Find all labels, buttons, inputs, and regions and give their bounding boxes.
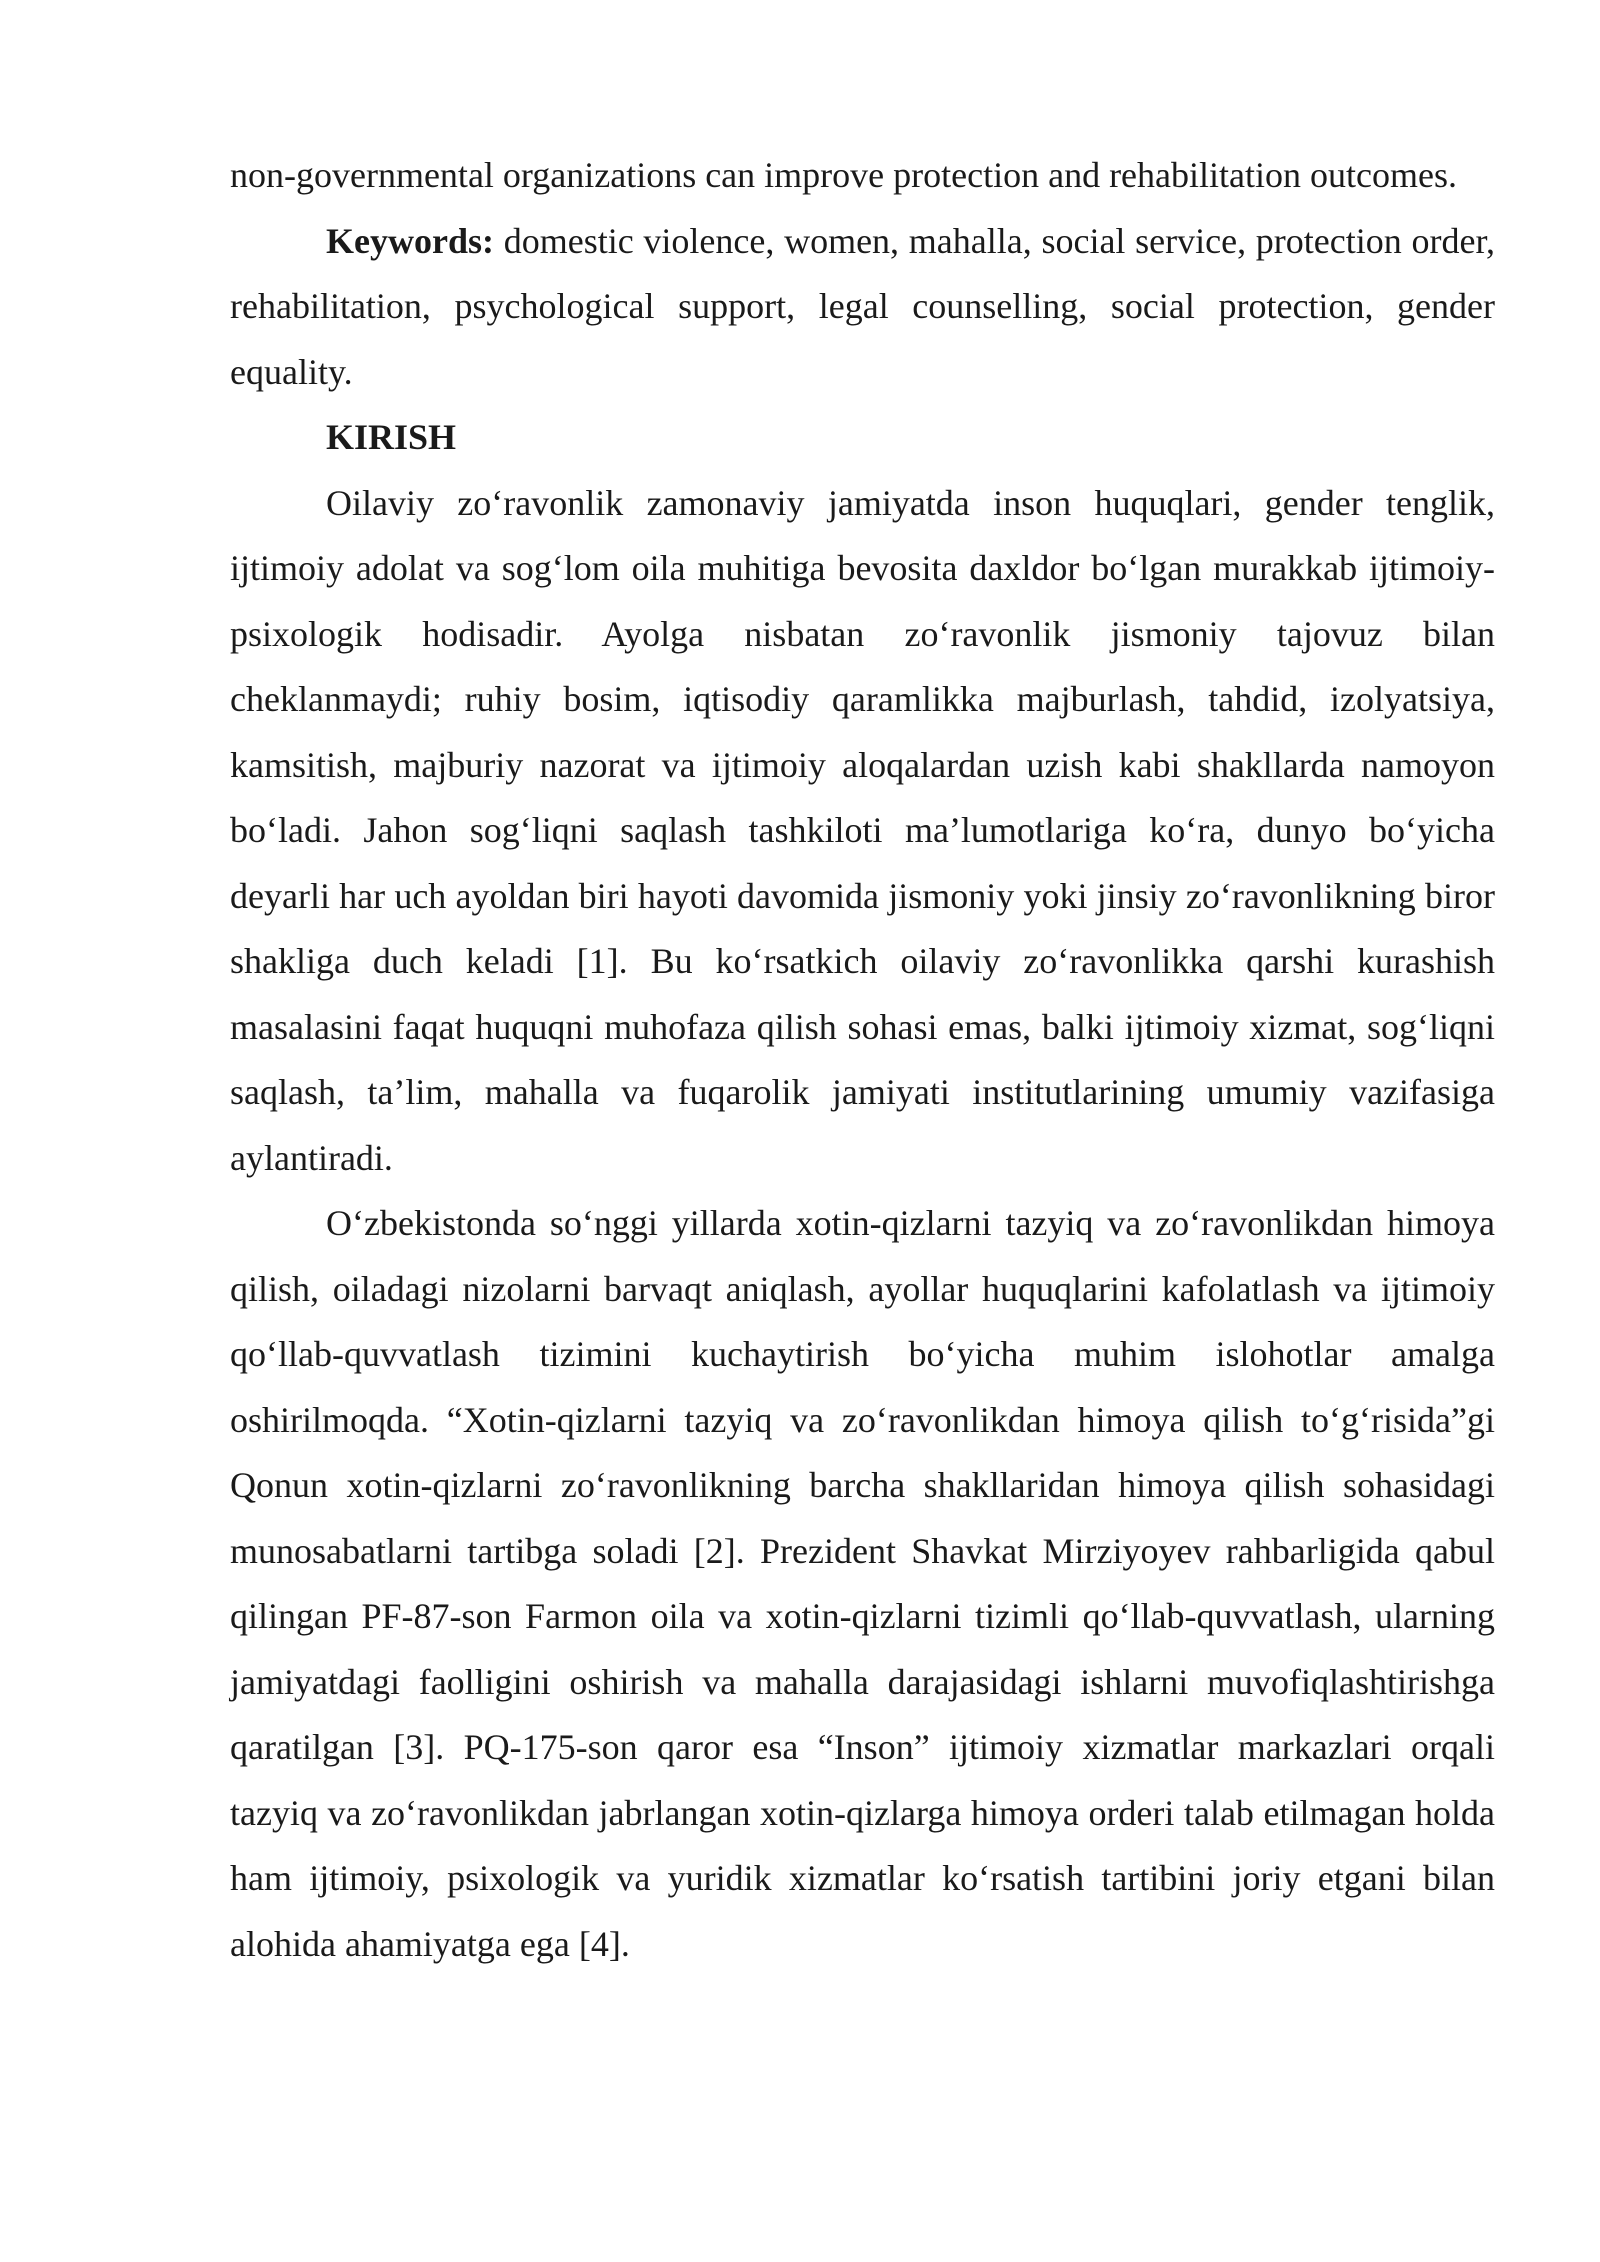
body-paragraph: O‘zbekistonda so‘nggi yillarda xotin-qizlarni tazyiq va zo‘ravonlikdan himoya qilish, oiladagi nizolarni barvaqt aniqlash, ayollar huquqlarini kafolatlash va ijtimoiy qo‘llab-quvvatlash tizimini kuchaytirish bo‘yicha muhim islohotlar amalga oshirilmoqda. “Xotin-qizlarni tazyiq va zo‘ravonlikdan himoya qilish to‘g‘risida”gi Qonun xotin-qizlarni zo‘ravonlikning barcha shakllaridan himoya qilish sohasidagi munosabatlarni tartibga soladi [2]. Prezident Shavkat Mirziyoyev rahbarligida qabul qilingan PF-87-son Farmon oila va xotin-qizlarni tizimli qo‘llab-quvvatlash, ularning jamiyatdagi faolligini oshirish va mahalla darajasidagi ishlarni muvofiqlashtirishga qaratilgan [3]. PQ-175-son qaror esa “Inson” ijtimoiy xizmatlar markazlari orqali tazyiq va zo‘ravonlikdan jabrlangan xotin-qizlarga himoya orderi talab etilmagan holda ham ijtimoiy, psixologik va yuridik xizmatlar ko‘rsatish tartibini joriy etgani bilan alohida ahamiyatga ega [4].	[230, 1203, 1495, 1964]
keywords-paragraph	[230, 209, 1495, 406]
keywords-text: domestic violence, women, mahalla, social service, protection order, rehabilitation, psychological support, legal counselling, social protection, gender equality.	[230, 220, 1495, 392]
section-heading: KIRISH	[326, 417, 457, 457]
document-page	[230, 143, 1495, 1977]
keywords-label: Keywords:	[326, 220, 494, 261]
body-paragraph: Oilaviy zo‘ravonlik zamonaviy jamiyatda inson huquqlari, gender tenglik, ijtimoiy adolat va sog‘lom oila muhitiga bevosita daxldor bo‘lgan murakkab ijtimoiy-psixologik hodisadir. Ayolga nisbatan zo‘ravonlik jismoniy tajovuz bilan cheklanmaydi; ruhiy bosim, iqtisodiy qaramlikka majburlash, tahdid, izolyatsiya, kamsitish, majburiy nazorat va ijtimoiy aloqalardan uzish kabi shakllarda namoyon bo‘ladi. Jahon sog‘liqni saqlash tashkiloti ma’lumotlariga ko‘ra, dunyo bo‘yicha deyarli har uch ayoldan biri hayoti davomida jismoniy yoki jinsiy zo‘ravonlikning biror shakliga duch keladi [1]. Bu ko‘rsatkich oilaviy zo‘ravonlikka qarshi kurashish masalasini faqat huquqni muhofaza qilish sohasi emas, balki ijtimoiy xizmat, sog‘liqni saqlash, ta’lim, mahalla va fuqarolik jamiyati institutlarining umumiy vazifasiga aylantiradi.	[230, 482, 1495, 1178]
abstract-tail: non-governmental organizations can improve protection and rehabilitation outcomes.	[230, 155, 1457, 195]
